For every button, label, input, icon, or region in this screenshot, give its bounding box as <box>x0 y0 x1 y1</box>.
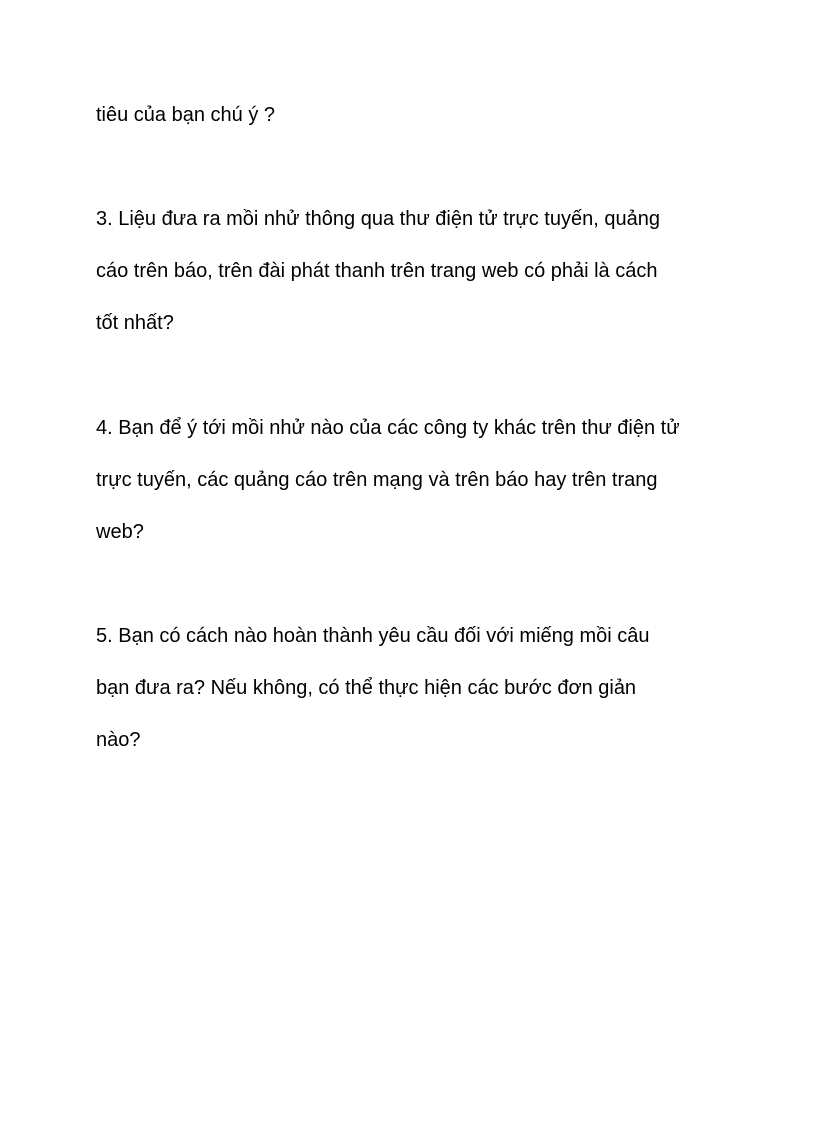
text-line: trực tuyến, các quảng cáo trên mạng và trên báo hay trên trang <box>96 469 658 491</box>
text-line: tiêu của bạn chú ý ? <box>96 104 276 126</box>
text-line: 3. Liệu đưa ra mồi nhử thông qua thư điện tử trực tuyến, quảng <box>96 208 660 230</box>
text-line: nào? <box>96 729 141 751</box>
text-line: cáo trên báo, trên đài phát thanh trên trang web có phải là cách <box>96 260 658 282</box>
text-line: bạn đưa ra? Nếu không, có thể thực hiện các bước đơn giản <box>96 677 637 699</box>
text-line: web? <box>96 521 144 543</box>
text-line: 5. Bạn có cách nào hoàn thành yêu cầu đối với miếng mồi câu <box>96 625 650 647</box>
text-line: 4. Bạn để ý tới mồi nhử nào của các công ty khác trên thư điện tử <box>96 417 680 439</box>
text-line: tốt nhất? <box>96 312 174 334</box>
